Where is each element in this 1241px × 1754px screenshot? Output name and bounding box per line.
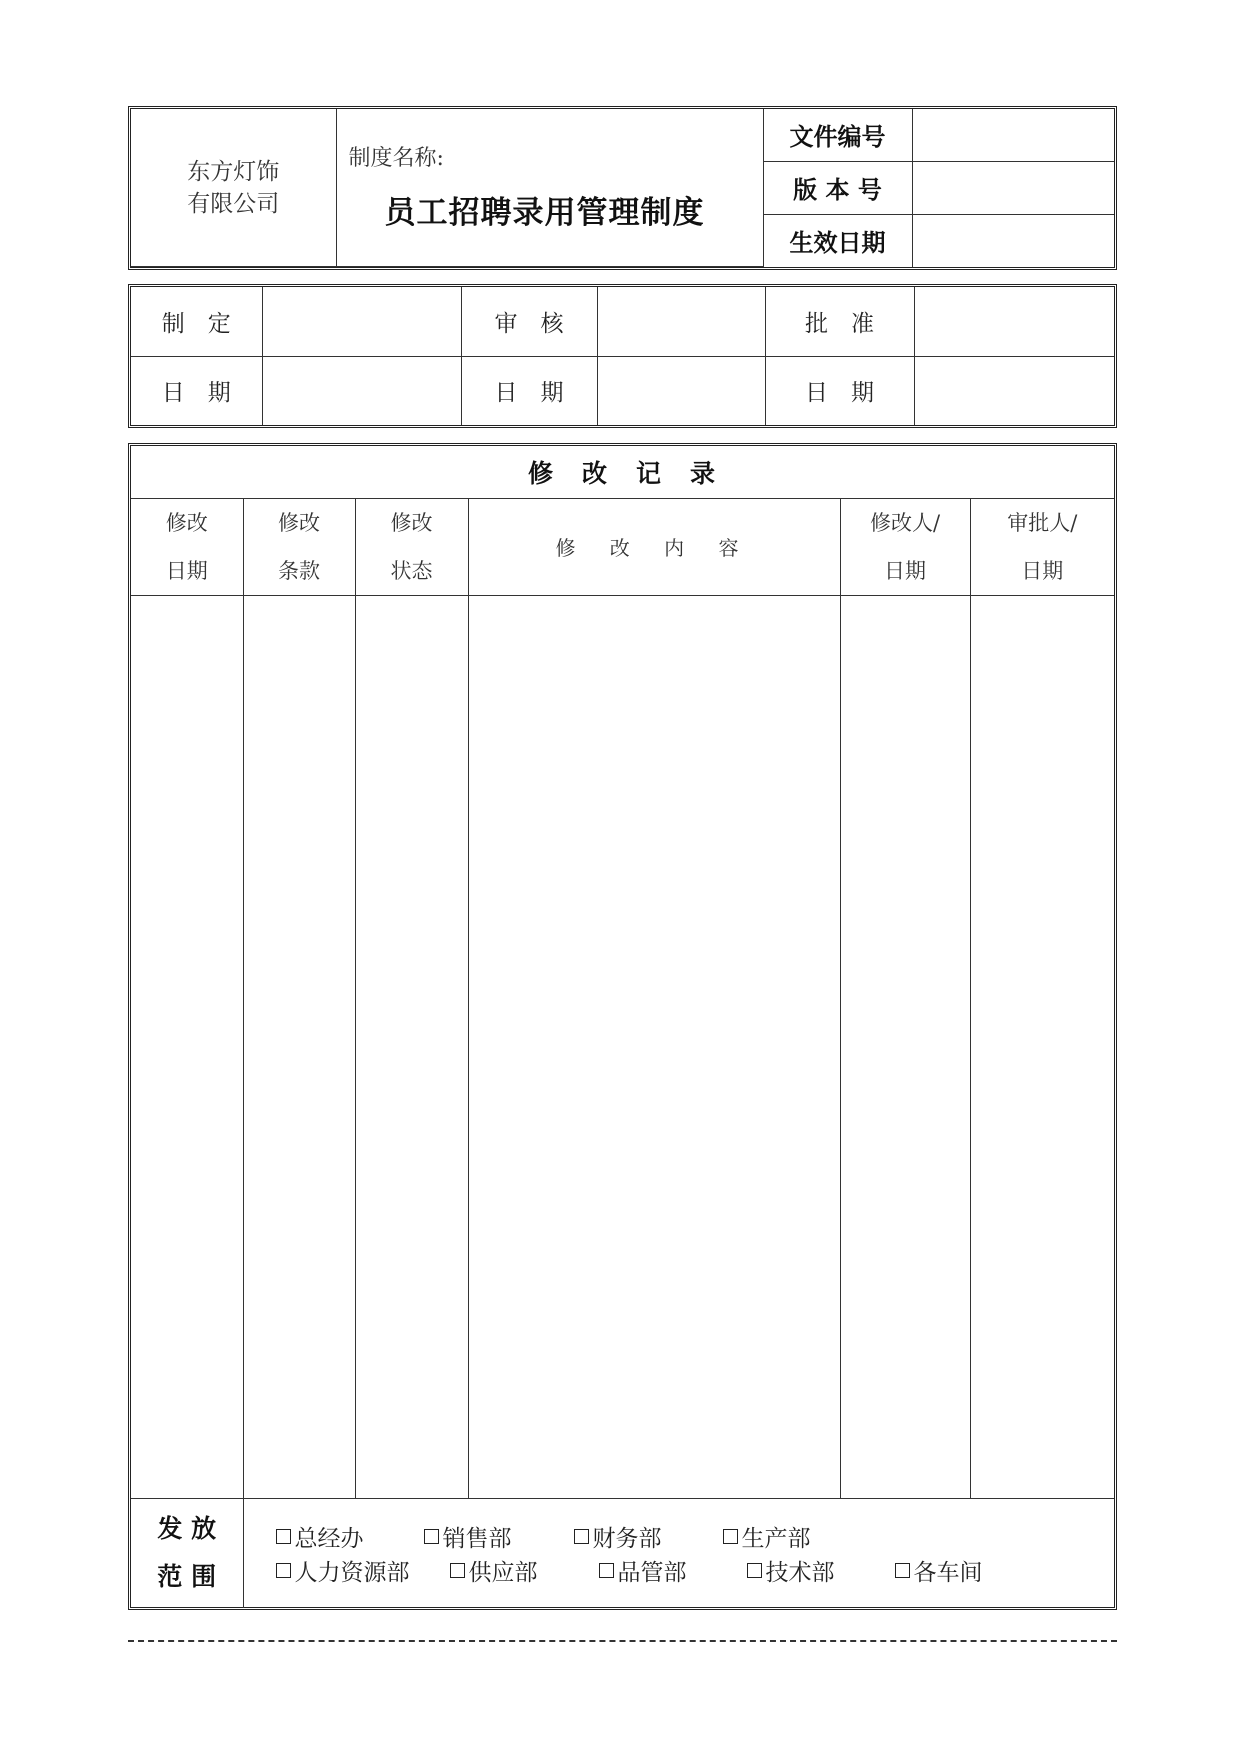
- col-head-revision-status: [355, 498, 468, 595]
- col-head-text: 条款: [278, 558, 320, 583]
- checkbox-label: 财务部: [592, 1525, 662, 1552]
- reviser-cell[interactable]: [840, 595, 970, 1498]
- review-date-label: 日 期: [461, 356, 597, 425]
- col-head-text: 日期: [165, 558, 208, 583]
- col-head-approver: [970, 498, 1114, 595]
- approver-cell[interactable]: [970, 595, 1114, 1498]
- col-head-revision-content: 修 改 内 容: [468, 498, 840, 595]
- col-head-revision-date: [131, 498, 243, 595]
- col-head-text: 修改: [278, 510, 320, 535]
- document-header: [128, 106, 1117, 270]
- revision-status-cell[interactable]: [355, 595, 468, 1498]
- col-head-text: 状态: [390, 558, 433, 583]
- checkbox-icon[interactable]: [599, 1563, 614, 1578]
- col-head-text: 日期: [884, 558, 926, 583]
- revision-record-title: 修 改 记 录: [131, 446, 1114, 498]
- checkbox-icon[interactable]: [276, 1529, 291, 1544]
- checkbox-icon[interactable]: [895, 1563, 910, 1578]
- checkbox-quality[interactable]: [599, 1554, 747, 1587]
- checkbox-sales[interactable]: [424, 1520, 574, 1553]
- checkbox-production[interactable]: [723, 1520, 811, 1553]
- col-head-text: 修改: [165, 510, 208, 535]
- draft-date-field[interactable]: [262, 356, 461, 425]
- distribution-label: [131, 1498, 243, 1608]
- draft-label: 制 定: [131, 287, 262, 356]
- approval-table: [128, 284, 1117, 428]
- checkbox-icon[interactable]: [276, 1563, 291, 1578]
- checkbox-icon[interactable]: [450, 1563, 465, 1578]
- distribution-label-line1: 发 放: [157, 1514, 217, 1544]
- approve-by-field[interactable]: [914, 287, 1114, 356]
- revision-content-cell[interactable]: [468, 595, 840, 1498]
- cut-line-divider: [128, 1640, 1117, 1642]
- checkbox-icon[interactable]: [747, 1563, 762, 1578]
- distribution-label-line2: 范 围: [157, 1562, 217, 1592]
- checkbox-general-office[interactable]: [276, 1520, 424, 1553]
- checkbox-label: 总经办: [294, 1525, 364, 1552]
- revision-entry-row: [131, 595, 1114, 1498]
- approve-date-field[interactable]: [914, 356, 1114, 425]
- col-head-reviser: [840, 498, 970, 595]
- version-field[interactable]: [912, 161, 1114, 214]
- checkbox-label: 供应部: [468, 1559, 538, 1586]
- col-head-text: 日期: [1021, 558, 1064, 583]
- file-number-field[interactable]: [912, 109, 1114, 161]
- col-head-text: 修改: [390, 510, 433, 535]
- checkbox-hr[interactable]: [276, 1554, 450, 1587]
- col-head-text: 修改人/: [869, 510, 941, 535]
- document-name-label: 制度名称:: [348, 146, 444, 171]
- checkbox-technical[interactable]: [747, 1554, 895, 1587]
- revision-record-table: [128, 443, 1117, 1610]
- checkbox-label: 销售部: [442, 1525, 512, 1552]
- approve-date-label: 日 期: [765, 356, 914, 425]
- distribution-row-2: [276, 1553, 1115, 1587]
- effective-date-label: 生效日期: [763, 214, 912, 266]
- checkbox-icon[interactable]: [574, 1529, 589, 1544]
- review-by-field[interactable]: [597, 287, 765, 356]
- approve-label: 批 准: [765, 287, 914, 356]
- version-label: 版 本 号: [763, 161, 912, 214]
- draft-by-field[interactable]: [262, 287, 461, 356]
- checkbox-icon[interactable]: [723, 1529, 738, 1544]
- checkbox-workshops[interactable]: [895, 1554, 983, 1587]
- checkbox-icon[interactable]: [424, 1529, 439, 1544]
- review-label: 审 核: [461, 287, 597, 356]
- checkbox-label: 生产部: [741, 1525, 811, 1552]
- draft-date-label: 日 期: [131, 356, 262, 425]
- col-head-revision-clause: [243, 498, 355, 595]
- col-head-text: 审批人/: [1007, 510, 1078, 535]
- checkbox-label: 人力资源部: [294, 1559, 410, 1586]
- revision-clause-cell[interactable]: [243, 595, 355, 1498]
- review-date-field[interactable]: [597, 356, 765, 425]
- document-name-cell: [336, 109, 763, 267]
- revision-date-cell[interactable]: [131, 595, 243, 1498]
- distribution-row-1: [276, 1519, 1115, 1553]
- document-title: 员工招聘录用管理制度: [384, 195, 705, 231]
- company-name-line2: 有限公司: [187, 190, 280, 217]
- checkbox-label: 技术部: [765, 1559, 835, 1586]
- checkbox-label: 各车间: [913, 1559, 983, 1586]
- distribution-scope: [243, 1498, 1114, 1608]
- checkbox-label: 品管部: [617, 1559, 687, 1586]
- checkbox-finance[interactable]: [574, 1520, 723, 1553]
- company-name-line1: 东方灯饰: [187, 158, 280, 185]
- company-name: [131, 109, 336, 267]
- checkbox-supply[interactable]: [450, 1554, 599, 1587]
- effective-date-field[interactable]: [912, 214, 1114, 266]
- file-number-label: 文件编号: [763, 109, 912, 161]
